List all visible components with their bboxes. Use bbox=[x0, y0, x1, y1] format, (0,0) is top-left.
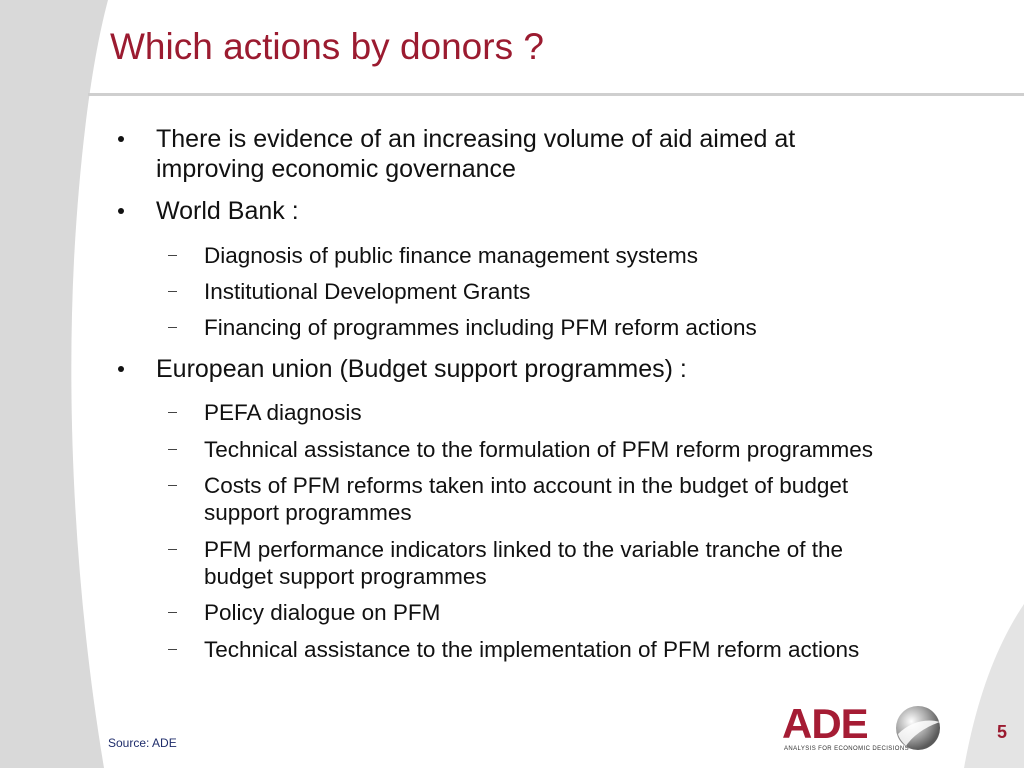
dash-marker bbox=[168, 549, 177, 550]
sub-bullet bbox=[204, 436, 873, 463]
sub-bullet-text: Financing of programmes including PFM reform actions bbox=[204, 315, 757, 340]
sub-bullet-text: Technical assistance to the implementation of PFM reform actions bbox=[204, 637, 860, 662]
bullet-world-bank bbox=[156, 196, 299, 226]
page-title: Which actions by donors ? bbox=[110, 26, 544, 67]
sub-bullet bbox=[204, 399, 362, 426]
sub-bullet-text: budget support programmes bbox=[204, 564, 487, 589]
bullet-aid-evidence bbox=[156, 124, 795, 184]
dash-marker bbox=[168, 449, 177, 450]
sub-bullet bbox=[204, 472, 848, 526]
sub-bullet-text: Policy dialogue on PFM bbox=[204, 600, 441, 625]
bullet-dot bbox=[118, 136, 124, 142]
sub-bullet-text: PFM performance indicators linked to the variable tranche of the bbox=[204, 537, 844, 562]
globe-icon bbox=[894, 704, 942, 752]
page-number: 5 bbox=[997, 722, 1008, 742]
sub-bullet bbox=[204, 536, 843, 590]
dash-marker bbox=[168, 255, 177, 256]
bullet-european-union bbox=[156, 354, 687, 384]
sub-bullet-text: support programmes bbox=[204, 500, 412, 525]
sub-bullet-text: Diagnosis of public finance management systems bbox=[204, 243, 699, 268]
source-note: Source: ADE bbox=[108, 736, 177, 750]
dash-marker bbox=[168, 327, 177, 328]
ade-logo bbox=[782, 700, 946, 758]
sub-bullet-text: Institutional Development Grants bbox=[204, 279, 531, 304]
bullet-text: European union (Budget support programmes) : bbox=[156, 355, 687, 383]
bullet-text: World Bank : bbox=[156, 197, 299, 225]
sub-bullet bbox=[204, 599, 440, 626]
bullet-text-line: improving economic governance bbox=[156, 155, 516, 183]
sub-bullet-text: Costs of PFM reforms taken into account in the budget of budget bbox=[204, 473, 849, 498]
dash-marker bbox=[168, 485, 177, 486]
sub-bullet bbox=[204, 242, 698, 269]
bullet-dot bbox=[118, 366, 124, 372]
sub-bullet bbox=[204, 636, 859, 663]
dash-marker bbox=[168, 412, 177, 413]
dash-marker bbox=[168, 649, 177, 650]
logo-wordmark: ADE bbox=[782, 700, 868, 747]
bullet-dot bbox=[118, 208, 124, 214]
bullet-text-line: There is evidence of an increasing volume of aid aimed at bbox=[156, 125, 796, 153]
sub-bullet-text: Technical assistance to the formulation of PFM reform programmes bbox=[204, 437, 874, 462]
logo-tagline: ANALYSIS FOR ECONOMIC DECISIONS bbox=[784, 746, 909, 752]
dash-marker bbox=[168, 291, 177, 292]
sub-bullet-text: PEFA diagnosis bbox=[204, 400, 362, 425]
sub-bullet bbox=[204, 314, 757, 341]
sub-bullet bbox=[204, 278, 530, 305]
dash-marker bbox=[168, 612, 177, 613]
